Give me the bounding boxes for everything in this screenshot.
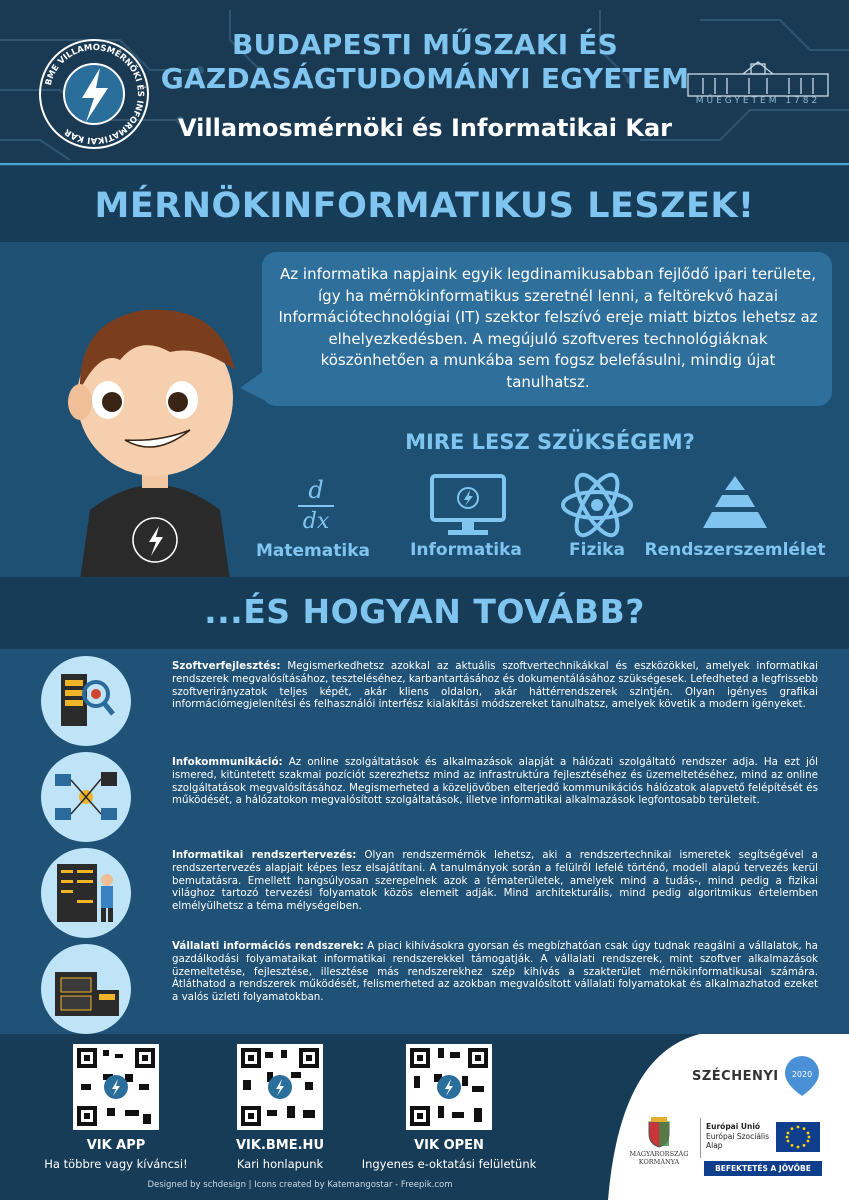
page-title: MÉRNÖKINFORMATIKUS LESZEK! xyxy=(94,186,755,226)
sponsor-divider xyxy=(700,1118,701,1158)
section-software-dev xyxy=(172,660,818,711)
faculty-name: Villamosmérnöki és Informatikai Kar xyxy=(177,114,672,142)
filing-cabinet-icon xyxy=(41,944,131,1034)
section-text: Olyan rendszermérnök lehetsz, aki a rendszertechnikai ismeretek segítségével a rendszertervezés alapjait képes lesz elsajátítani. A tanulmányok során a felülről lefelé történő, modell alapú tervezés kerül bemutatásra. Emellett hangsúlyosan szerepelnek azok a tématerületek, amelyek mind a tudás-, mind pedig a fizikai világhoz tartozó tervezési folyamatok közös elemeit adják. Mind architekturális, mind pedig algoritmikus értelemben elmélyülhetsz a téma mélységeiben. xyxy=(172,849,818,913)
coat-of-arms-icon xyxy=(645,1116,673,1148)
section-title: Informatikai rendszertervezés: xyxy=(172,849,357,861)
gov-line-1: MAGYARORSZÁG xyxy=(629,1150,689,1158)
intro-text: Az informatika napjaink egyik legdinamikusabban fejlődő ipari területe, így ha mérnökinformatikus szeretnél lenni, a feltörekvő hazai Információtechnológiai (IT) szektor felszívó ereje miatt biztos lehetsz az elhelyezkedésben. A megújuló szoftveres technológiáknak köszönhetően a munkába sem fogsz belefásulni, mindig újat tanulhatsz. xyxy=(278,265,818,391)
qr-code-vik-app[interactable] xyxy=(73,1044,159,1130)
university-line-2: GAZDASÁGTUDOMÁNYI EGYETEM xyxy=(160,62,690,95)
header-divider xyxy=(0,163,849,165)
qr-code-vik-bme-hu[interactable] xyxy=(237,1044,323,1130)
eu-line-1: Európai Unió xyxy=(706,1122,761,1131)
qr-title-vik-open: VIK OPEN xyxy=(414,1138,484,1153)
gov-line-2: KORMÁNYA xyxy=(638,1158,680,1166)
svg-text:2020: 2020 xyxy=(791,1070,813,1079)
monitor-icon xyxy=(428,472,508,542)
skill-label-fizika: Fizika xyxy=(569,540,625,560)
section-title: Infokommunikáció: xyxy=(172,756,283,768)
building-caption: MŰEGYETEM 1782 xyxy=(695,96,821,106)
eu-flag-icon xyxy=(776,1122,820,1152)
section-title: Vállalati információs rendszerek: xyxy=(172,940,364,952)
faculty-logo xyxy=(38,38,150,150)
svg-text:d: d xyxy=(308,476,324,504)
eu-line-2: Európai Szociális xyxy=(706,1131,769,1141)
szechenyi-label: SZÉCHENYI xyxy=(692,1069,779,1084)
university-line-1: BUDAPESTI MŰSZAKI ÉS xyxy=(232,28,618,61)
section-text: Megismerkedhetsz azokkal az aktuális szoftvertechnikákkal és eszközökkel, amelyek informatikai rendszerek megvalósításához, teszteléséhez, karbantartásához és dokumentálásához szükségesek. Lefedheted a legfrissebb szoftverirányzatok teljes képét, akár kliens oldalon, akár háttérrendszerek szintjén. Olyan igényes grafikai információmegjelenítési és felhasználói interfész kialakítási módszereket tanulhatsz, amelyek követik a modern igényeket. xyxy=(172,660,818,711)
section-system-design xyxy=(172,849,818,913)
atom-icon xyxy=(557,470,637,540)
eu-slogan: BEFEKTETÉS A JÖVŐBE xyxy=(704,1161,822,1176)
svg-text:BME VILLAMOSMÉRNÖKI ÉS INFORMA: BME VILLAMOSMÉRNÖKI ÉS INFORMATIKAI KAR xyxy=(43,42,146,146)
software-dev-icon xyxy=(41,656,131,746)
how-heading: ...ÉS HOGYAN TOVÁBB? xyxy=(204,592,645,631)
section-infocomm xyxy=(172,756,818,807)
university-name xyxy=(140,28,710,96)
derivative-icon xyxy=(276,470,356,540)
section-title: Szoftverfejlesztés: xyxy=(172,660,281,672)
qr-sub-vik-open: Ingyenes e-oktatási felületünk xyxy=(361,1157,537,1171)
qr-code-vik-open[interactable] xyxy=(406,1044,492,1130)
qr-sub-vik-bme-hu: Kari honlapunk xyxy=(236,1157,324,1171)
eu-label xyxy=(706,1122,769,1151)
eu-line-3: Alap xyxy=(706,1141,723,1150)
section-enterprise-systems xyxy=(172,940,818,1004)
needs-heading: MIRE LESZ SZÜKSÉGEM? xyxy=(405,430,695,454)
qr-sub-vik-app: Ha többre vagy kíváncsi! xyxy=(44,1157,188,1171)
qr-title-vik-bme-hu: VIK.BME.HU xyxy=(235,1138,324,1153)
government-label xyxy=(620,1150,698,1166)
section-text: A piaci kihívásokra gyorsan és megbízhatóan csak úgy tudnak reagálni a vállalatok, ha gazdálkodási folyamataikat informatikai rendszerekkel támogatják. A vállalati rendszerek, mint szoftver alkalmazások üzemeltetése, fejlesztése, illesztése más rendszerekhez szép kihívás a szakterület mérnökinformatikusai számára. Átláthatod a rendszerek működését, felismerheted az azokban megvalósított vállalati folyamatokat és alkalmazhatod ezeket a valós üzleti folyamatokban. xyxy=(172,940,818,1004)
network-icon xyxy=(41,752,131,842)
skill-label-matematika: Matematika xyxy=(256,541,370,561)
pyramid-icon xyxy=(695,470,775,540)
student-illustration xyxy=(50,290,260,580)
server-rack-icon xyxy=(41,848,131,938)
szechenyi-pin-icon xyxy=(782,1054,822,1098)
skill-label-rendszerszemlelet: Rendszerszemlélet xyxy=(644,540,826,560)
design-credit: Designed by schdesign | Icons created by Katemangostar - Freepik.com xyxy=(147,1180,453,1190)
svg-text:dx: dx xyxy=(302,509,330,534)
section-text: Az online szolgáltatások és alkalmazások alapját a hálózati szolgáltató rendszer adja. Ha ezt jól ismered, kitüntetett szakmai pozíciót szerezhetsz mind az infrastruktúra fejlesztéséhez és üzemeltetéséhez, mind az online szolgáltatások megvalósításához. Megismerheted a közeljövőben elterjedő kommunikációs hálózatok alapvető felépítését és működését, a hálózatokon megvalósított szolgáltatások, illetve informatikai alkalmazások legfontosabb területeit. xyxy=(172,756,818,807)
skill-label-informatika: Informatika xyxy=(410,540,522,560)
qr-title-vik-app: VIK APP xyxy=(86,1138,146,1153)
